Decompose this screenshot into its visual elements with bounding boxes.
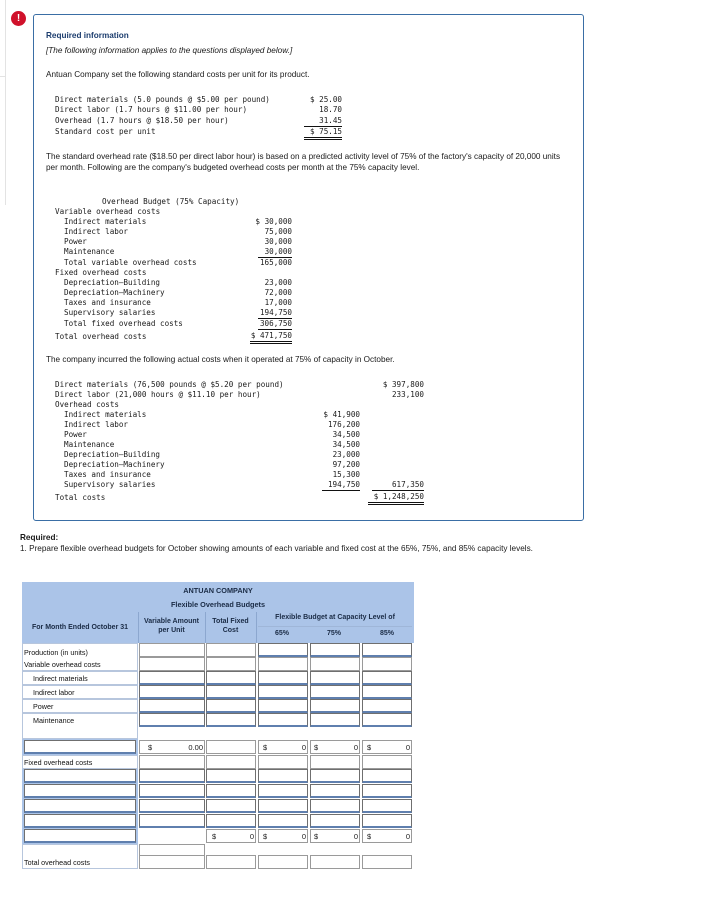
budget-fixed-total: 306,750 bbox=[258, 319, 292, 330]
production-85-input[interactable] bbox=[362, 643, 412, 657]
actual-amount: 194,750 bbox=[322, 480, 360, 491]
budget-title: Overhead Budget (75% Capacity) bbox=[102, 197, 240, 206]
maintenance-65-input[interactable] bbox=[258, 713, 308, 727]
row-indirect-labor: Indirect labor bbox=[33, 688, 75, 697]
actual-dl-amount: 233,100 bbox=[391, 390, 424, 399]
company-name: ANTUAN COMPANY bbox=[183, 586, 253, 595]
fixed-item-65-input[interactable] bbox=[258, 769, 308, 783]
actual-label: Taxes and insurance bbox=[64, 470, 151, 479]
row-maintenance: Maintenance bbox=[33, 716, 75, 725]
fixed-item-85-input[interactable] bbox=[362, 769, 412, 783]
actual-label: Indirect materials bbox=[64, 410, 147, 419]
var-total-75-value: 0 bbox=[353, 743, 358, 752]
indirect-labor-fixed-input[interactable] bbox=[206, 685, 256, 699]
fixed-total-75-value: 0 bbox=[353, 832, 358, 841]
currency-symbol: $ bbox=[212, 832, 217, 841]
blank-cell bbox=[206, 755, 256, 769]
budget-label: Indirect materials bbox=[64, 217, 147, 226]
power-var-input[interactable] bbox=[139, 699, 205, 713]
actual-label: Indirect labor bbox=[64, 420, 129, 429]
left-rail bbox=[0, 0, 6, 205]
production-65-input[interactable] bbox=[258, 643, 308, 657]
budget-label: Power bbox=[64, 237, 87, 246]
actual-amount: 34,500 bbox=[332, 440, 360, 449]
actual-label: Power bbox=[64, 430, 87, 439]
table-title: Flexible Overhead Budgets bbox=[170, 600, 266, 609]
fixed-item-65-input[interactable] bbox=[258, 784, 308, 798]
fixed-item-var-input[interactable] bbox=[139, 784, 205, 798]
alert-icon: ! bbox=[11, 11, 26, 26]
actual-amount: 176,200 bbox=[327, 420, 360, 429]
indirect-materials-65-input[interactable] bbox=[258, 671, 308, 685]
blank-cell bbox=[258, 657, 308, 671]
row-indirect-materials: Indirect materials bbox=[33, 674, 88, 683]
var-total-fixed-cell bbox=[206, 740, 256, 754]
actual-label: Maintenance bbox=[64, 440, 115, 449]
fixed-item-75-input[interactable] bbox=[310, 814, 360, 828]
info-paragraph: The standard overhead rate ($18.50 per direct labor hour) is based on a predicted activity level of 75% of the factory's capacity of 20,000 units per month. Following are the company's budgeted overhead costs per month at the 75% capacity level. bbox=[46, 152, 561, 172]
fixed-item-label-input[interactable] bbox=[24, 799, 136, 813]
actual-oh-heading: Overhead costs bbox=[55, 400, 120, 409]
fixed-item-fixed-input[interactable] bbox=[206, 799, 256, 813]
flex-heading-rule bbox=[258, 626, 412, 627]
fixed-item-var-input[interactable] bbox=[139, 769, 205, 783]
actual-amount: $ 41,900 bbox=[323, 410, 360, 419]
currency-symbol: $ bbox=[367, 743, 372, 752]
fixed-total-fixed-value: 0 bbox=[249, 832, 254, 841]
var-total-label-input[interactable] bbox=[24, 740, 136, 754]
production-var-input bbox=[139, 643, 205, 657]
fixed-item-label-input[interactable] bbox=[24, 784, 136, 798]
col-variable-amount: Variable Amount per Unit bbox=[144, 618, 199, 634]
power-fixed-input[interactable] bbox=[206, 699, 256, 713]
std-amount: $ 75.15 bbox=[304, 127, 342, 140]
budget-amount: 194,750 bbox=[258, 308, 292, 319]
required-text: 1. Prepare flexible overhead budgets for October showing amounts of each variable and fixed cost at the 65%, 75%, and 85% capacity levels. bbox=[20, 544, 533, 553]
actual-dl-label: Direct labor (21,000 hours @ $11.10 per hour) bbox=[55, 390, 261, 399]
actual-oh-total: 617,350 bbox=[372, 480, 424, 491]
indirect-materials-var-input[interactable] bbox=[139, 671, 205, 685]
indirect-labor-65-input[interactable] bbox=[258, 685, 308, 699]
fixed-item-65-input[interactable] bbox=[258, 814, 308, 828]
actual-dm-amount: $ 397,800 bbox=[382, 380, 424, 389]
fixed-item-85-input[interactable] bbox=[362, 799, 412, 813]
budget-amount: 30,000 bbox=[258, 247, 292, 258]
currency-symbol: $ bbox=[367, 832, 372, 841]
row-total: Total overhead costs bbox=[24, 858, 90, 867]
actual-amount: 15,300 bbox=[332, 470, 360, 479]
blank-cell bbox=[258, 755, 308, 769]
var-total-85-value: 0 bbox=[405, 743, 410, 752]
total-85-cell bbox=[362, 855, 412, 869]
currency-symbol: $ bbox=[314, 832, 319, 841]
budget-amount: 30,000 bbox=[264, 237, 292, 246]
budget-var-heading: Variable overhead costs bbox=[55, 207, 161, 216]
actual-amount: 23,000 bbox=[332, 450, 360, 459]
budget-amount: 75,000 bbox=[264, 227, 292, 236]
maintenance-85-input[interactable] bbox=[362, 713, 412, 727]
budget-label: Supervisory salaries bbox=[64, 308, 156, 317]
actual-label: Depreciation—Machinery bbox=[64, 460, 165, 469]
indirect-labor-var-input[interactable] bbox=[139, 685, 205, 699]
actual-amount: 34,500 bbox=[332, 430, 360, 439]
row-power: Power bbox=[33, 702, 54, 711]
maintenance-var-input[interactable] bbox=[139, 713, 205, 727]
power-65-input[interactable] bbox=[258, 699, 308, 713]
column-separator bbox=[205, 612, 206, 643]
period-heading: For Month Ended October 31 bbox=[31, 624, 129, 631]
info-intro: Antuan Company set the following standard costs per unit for its product. bbox=[46, 70, 310, 79]
row-var-heading: Variable overhead costs bbox=[24, 660, 101, 669]
total-fixed-cell bbox=[206, 855, 256, 869]
budget-total-label: Total overhead costs bbox=[55, 332, 147, 341]
fixed-item-fixed-input[interactable] bbox=[206, 784, 256, 798]
info-heading: Required information bbox=[46, 31, 129, 40]
std-label: Standard cost per unit bbox=[55, 127, 156, 136]
fixed-item-label-input[interactable] bbox=[24, 769, 136, 783]
budget-fixed-total-label: Total fixed overhead costs bbox=[64, 319, 183, 328]
maintenance-fixed-input[interactable] bbox=[206, 713, 256, 727]
actual-label: Depreciation—Building bbox=[64, 450, 161, 459]
fixed-item-65-input[interactable] bbox=[258, 799, 308, 813]
budget-amount: $ 30,000 bbox=[255, 217, 292, 226]
fixed-item-label-input[interactable] bbox=[24, 814, 136, 828]
col-65: 65% bbox=[274, 630, 289, 637]
std-label: Direct labor (1.7 hours @ $11.00 per hour) bbox=[55, 105, 248, 114]
budget-var-total-label: Total variable overhead costs bbox=[64, 258, 197, 267]
indirect-materials-85-input[interactable] bbox=[362, 671, 412, 685]
fixed-item-75-input[interactable] bbox=[310, 784, 360, 798]
total-65-cell bbox=[258, 855, 308, 869]
budget-amount: 72,000 bbox=[264, 288, 292, 297]
row-fixed-heading: Fixed overhead costs bbox=[24, 758, 93, 767]
fixed-item-75-input[interactable] bbox=[310, 769, 360, 783]
actual-total: $ 1,248,250 bbox=[368, 492, 424, 505]
budget-fixed-heading: Fixed overhead costs bbox=[55, 268, 147, 277]
std-amount: 18.70 bbox=[319, 105, 342, 114]
blank-cell bbox=[362, 657, 412, 671]
currency-symbol: $ bbox=[263, 743, 268, 752]
blank-cell bbox=[310, 755, 360, 769]
fixed-item-85-input[interactable] bbox=[362, 814, 412, 828]
budget-amount: 23,000 bbox=[264, 278, 292, 287]
total-var-cell bbox=[139, 855, 205, 869]
fixed-item-85-input[interactable] bbox=[362, 784, 412, 798]
std-label: Overhead (1.7 hours @ $18.50 per hour) bbox=[55, 116, 229, 125]
left-rail-divider bbox=[0, 76, 5, 77]
budget-label: Taxes and insurance bbox=[64, 298, 151, 307]
col-75: 75% bbox=[326, 630, 341, 637]
row-production: Production (in units) bbox=[24, 648, 88, 657]
actual-intro: The company incurred the following actual costs when it operated at 75% of capacity in October. bbox=[46, 355, 395, 364]
info-note: [The following information applies to the questions displayed below.] bbox=[46, 46, 293, 55]
std-amount: 31.45 bbox=[304, 116, 342, 127]
fixed-item-var-input[interactable] bbox=[139, 799, 205, 813]
flex-budget-heading: Flexible Budget at Capacity Level of bbox=[275, 614, 395, 621]
budget-var-total: 165,000 bbox=[259, 258, 292, 267]
fixed-item-var-input[interactable] bbox=[139, 814, 205, 828]
budget-label: Depreciation—Building bbox=[64, 278, 161, 287]
var-total-65-value: 0 bbox=[301, 743, 306, 752]
budget-label: Maintenance bbox=[64, 247, 115, 256]
col-85: 85% bbox=[379, 630, 394, 637]
fixed-item-75-input[interactable] bbox=[310, 799, 360, 813]
budget-total: $ 471,750 bbox=[250, 331, 292, 344]
production-fixed-cell bbox=[206, 643, 256, 657]
power-85-input[interactable] bbox=[362, 699, 412, 713]
maintenance-75-input[interactable] bbox=[310, 713, 360, 727]
var-total-var-value: 0.00 bbox=[188, 743, 203, 752]
power-75-input[interactable] bbox=[310, 699, 360, 713]
currency-symbol: $ bbox=[263, 832, 268, 841]
blank-cell bbox=[139, 755, 205, 769]
fixed-total-65-value: 0 bbox=[301, 832, 306, 841]
budget-label: Depreciation—Machinery bbox=[64, 288, 165, 297]
indirect-materials-75-input[interactable] bbox=[310, 671, 360, 685]
budget-amount: 17,000 bbox=[264, 298, 292, 307]
blank-cell bbox=[206, 657, 256, 671]
fixed-total-85-value: 0 bbox=[405, 832, 410, 841]
blank-cell bbox=[310, 657, 360, 671]
actual-dm-label: Direct materials (76,500 pounds @ $5.20 per pound) bbox=[55, 380, 284, 389]
total-75-cell bbox=[310, 855, 360, 869]
fixed-total-label-input[interactable] bbox=[24, 829, 136, 843]
required-heading: Required: bbox=[20, 533, 59, 542]
actual-label: Supervisory salaries bbox=[64, 480, 156, 489]
currency-symbol: $ bbox=[148, 743, 153, 752]
flexible-budget-table bbox=[22, 582, 414, 869]
std-amount: $ 25.00 bbox=[309, 95, 342, 104]
fixed-item-fixed-input[interactable] bbox=[206, 814, 256, 828]
actual-amount: 97,200 bbox=[332, 460, 360, 469]
column-separator bbox=[256, 612, 257, 643]
std-label: Direct materials (5.0 pounds @ $5.00 per pound) bbox=[55, 95, 270, 104]
fixed-item-fixed-input[interactable] bbox=[206, 769, 256, 783]
indirect-materials-fixed-input[interactable] bbox=[206, 671, 256, 685]
indirect-labor-75-input[interactable] bbox=[310, 685, 360, 699]
production-75-input[interactable] bbox=[310, 643, 360, 657]
indirect-labor-85-input[interactable] bbox=[362, 685, 412, 699]
actual-total-label: Total costs bbox=[55, 493, 106, 502]
column-separator bbox=[138, 612, 139, 643]
currency-symbol: $ bbox=[314, 743, 319, 752]
blank-cell bbox=[139, 657, 205, 671]
col-total-fixed: Total Fixed Cost bbox=[212, 618, 249, 634]
budget-label: Indirect labor bbox=[64, 227, 129, 236]
blank-cell bbox=[362, 755, 412, 769]
